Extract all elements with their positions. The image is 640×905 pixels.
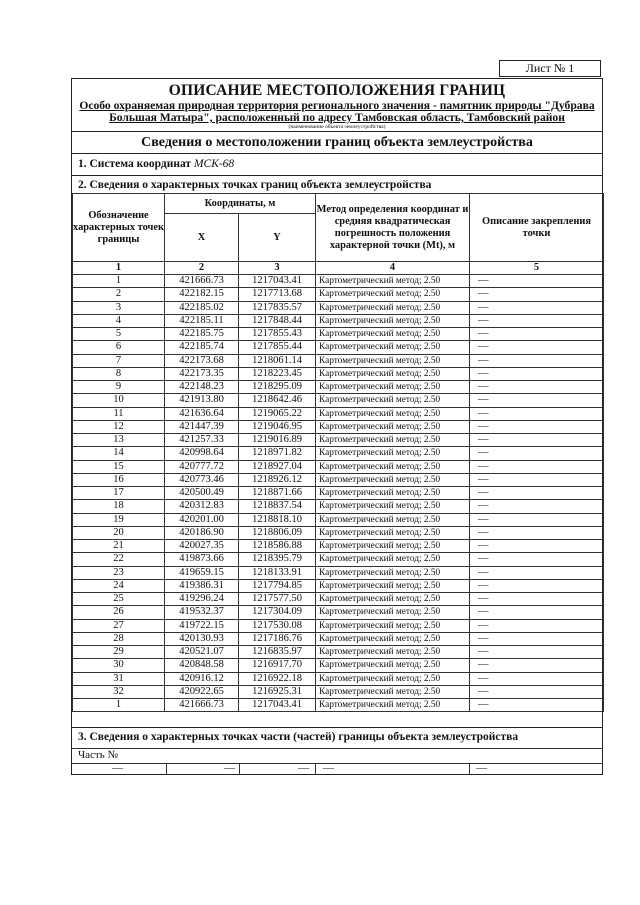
coord-y: 1218061.14 — [239, 354, 316, 367]
point-id: 1 — [73, 699, 165, 712]
coord-x: 419386.31 — [165, 579, 239, 592]
method: Картометрический метод; 2.50 — [316, 447, 470, 460]
coord-x: 420186.90 — [165, 526, 239, 539]
divider — [72, 748, 602, 749]
coord-y: 1218926.12 — [239, 473, 316, 486]
table-row — [73, 301, 604, 314]
coord-x: 420201.00 — [165, 513, 239, 526]
table-row — [73, 632, 604, 645]
coord-y: 1216925.31 — [239, 685, 316, 698]
method: Картометрический метод; 2.50 — [316, 275, 470, 288]
method: Картометрический метод; 2.50 — [316, 685, 470, 698]
method: Картометрический метод; 2.50 — [316, 314, 470, 327]
point-id: 31 — [73, 672, 165, 685]
coord-x: 420500.49 — [165, 487, 239, 500]
table-row — [73, 434, 604, 447]
table-row — [73, 473, 604, 486]
point-id: 13 — [73, 434, 165, 447]
fix-description: — — [470, 699, 604, 712]
coordinate-system — [78, 158, 234, 170]
divider — [469, 763, 470, 775]
table-row — [73, 420, 604, 433]
method: Картометрический метод; 2.50 — [316, 487, 470, 500]
point-id: 27 — [73, 619, 165, 632]
coord-y: 1218642.46 — [239, 394, 316, 407]
method: Картометрический метод; 2.50 — [316, 288, 470, 301]
table-row — [73, 394, 604, 407]
point-id: 32 — [73, 685, 165, 698]
coord-x: 421636.64 — [165, 407, 239, 420]
coord-x: 419722.15 — [165, 619, 239, 632]
col-header-y: Y — [239, 214, 316, 262]
table-row — [73, 275, 604, 288]
coord-x: 420312.83 — [165, 500, 239, 513]
point-id: 7 — [73, 354, 165, 367]
coord-x: 420998.64 — [165, 447, 239, 460]
method: Картометрический метод; 2.50 — [316, 579, 470, 592]
fix-description: — — [470, 301, 604, 314]
column-number: 3 — [239, 262, 316, 275]
object-description — [72, 100, 602, 124]
fix-description: — — [470, 288, 604, 301]
fix-description: — — [470, 685, 604, 698]
method: Картометрический метод; 2.50 — [316, 566, 470, 579]
point-id: 14 — [73, 447, 165, 460]
method: Картометрический метод; 2.50 — [316, 341, 470, 354]
coord-x: 420916.12 — [165, 672, 239, 685]
coord-x: 420027.35 — [165, 540, 239, 553]
point-id: 2 — [73, 288, 165, 301]
fix-description: — — [470, 646, 604, 659]
point-id: 12 — [73, 420, 165, 433]
table-row — [73, 699, 604, 712]
coord-x: 422173.35 — [165, 367, 239, 380]
fix-description: — — [470, 487, 604, 500]
coord-y: 1217855.44 — [239, 341, 316, 354]
part-cell-dash: — — [476, 762, 487, 774]
column-number: 2 — [165, 262, 239, 275]
point-id: 8 — [73, 367, 165, 380]
point-id: 24 — [73, 579, 165, 592]
point-id: 16 — [73, 473, 165, 486]
coord-y: 1217186.76 — [239, 632, 316, 645]
coord-x: 421666.73 — [165, 275, 239, 288]
coord-y: 1217713.68 — [239, 288, 316, 301]
coord-x: 421913.80 — [165, 394, 239, 407]
part-cell-dash: — — [112, 762, 123, 774]
coord-y: 1218806.09 — [239, 526, 316, 539]
table-row — [73, 553, 604, 566]
table-row — [73, 685, 604, 698]
point-id: 28 — [73, 632, 165, 645]
part-cell-dash: — — [298, 762, 309, 774]
fix-description: — — [470, 447, 604, 460]
table-row — [73, 579, 604, 592]
method: Картометрический метод; 2.50 — [316, 606, 470, 619]
fix-description: — — [470, 579, 604, 592]
point-id: 20 — [73, 526, 165, 539]
fix-description: — — [470, 275, 604, 288]
point-id: 5 — [73, 328, 165, 341]
method: Картометрический метод; 2.50 — [316, 699, 470, 712]
coord-y: 1217794.85 — [239, 579, 316, 592]
fix-description: — — [470, 540, 604, 553]
coord-x: 421257.33 — [165, 434, 239, 447]
table-row — [73, 381, 604, 394]
table-row — [73, 606, 604, 619]
table-row — [73, 659, 604, 672]
point-id: 17 — [73, 487, 165, 500]
table-row — [73, 367, 604, 380]
divider — [72, 131, 602, 132]
point-id: 29 — [73, 646, 165, 659]
table-row — [73, 328, 604, 341]
point-id: 30 — [73, 659, 165, 672]
fix-description: — — [470, 526, 604, 539]
method: Картометрический метод; 2.50 — [316, 646, 470, 659]
table-row — [73, 288, 604, 301]
col-header-fix: Описание закрепления точки — [470, 194, 604, 262]
fix-description: — — [470, 619, 604, 632]
fix-description: — — [470, 341, 604, 354]
coord-y: 1217304.09 — [239, 606, 316, 619]
point-id: 11 — [73, 407, 165, 420]
method: Картометрический метод; 2.50 — [316, 553, 470, 566]
coord-y: 1218837.54 — [239, 500, 316, 513]
col-header-x: X — [165, 214, 239, 262]
method: Картометрический метод; 2.50 — [316, 659, 470, 672]
fix-description: — — [470, 354, 604, 367]
method: Картометрический метод; 2.50 — [316, 513, 470, 526]
method: Картометрический метод; 2.50 — [316, 354, 470, 367]
coord-y: 1218223.45 — [239, 367, 316, 380]
coord-x: 420773.46 — [165, 473, 239, 486]
method: Картометрический метод; 2.50 — [316, 394, 470, 407]
coordinate-system-value: МСК-68 — [193, 158, 235, 170]
point-id: 25 — [73, 593, 165, 606]
coord-x: 419532.37 — [165, 606, 239, 619]
fix-description: — — [470, 473, 604, 486]
table-row — [73, 447, 604, 460]
point-id: 9 — [73, 381, 165, 394]
point-id: 21 — [73, 540, 165, 553]
col-header-point: Обозначение характерных точек границы — [73, 194, 165, 262]
coord-x: 422185.75 — [165, 328, 239, 341]
coord-y: 1216835.97 — [239, 646, 316, 659]
divider — [72, 175, 602, 176]
method: Картометрический метод; 2.50 — [316, 434, 470, 447]
coord-y: 1218295.09 — [239, 381, 316, 394]
fix-description: — — [470, 460, 604, 473]
part-cell-dash: — — [323, 762, 334, 774]
document-title: ОПИСАНИЕ МЕСТОПОЛОЖЕНИЯ ГРАНИЦ — [168, 82, 506, 99]
coord-y: 1219046.95 — [239, 420, 316, 433]
fix-description: — — [470, 367, 604, 380]
coord-y: 1217855.43 — [239, 328, 316, 341]
description-line-1: Особо охраняемая природная территория регионального значения - памятник природы "Дубрава — [79, 99, 595, 112]
coordinate-system-label: 1. Система координат — [78, 158, 192, 170]
coord-y: 1217043.41 — [239, 275, 316, 288]
divider — [72, 153, 602, 154]
coord-x: 422182.15 — [165, 288, 239, 301]
table-row — [73, 566, 604, 579]
column-number: 4 — [316, 262, 470, 275]
table-row — [73, 672, 604, 685]
point-id: 23 — [73, 566, 165, 579]
method: Картометрический метод; 2.50 — [316, 593, 470, 606]
method: Картометрический метод; 2.50 — [316, 381, 470, 394]
method: Картометрический метод; 2.50 — [316, 460, 470, 473]
method: Картометрический метод; 2.50 — [316, 328, 470, 341]
col-header-method: Метод определения координат и средняя квадратическая погрешность положения характерной точки (Mt), м — [316, 194, 470, 262]
table-row — [73, 619, 604, 632]
fix-description: — — [470, 566, 604, 579]
part-number-label: Часть № — [78, 749, 118, 761]
fix-description: — — [470, 632, 604, 645]
coord-x: 422173.68 — [165, 354, 239, 367]
coord-x: 420848.58 — [165, 659, 239, 672]
point-id: 18 — [73, 500, 165, 513]
table-row — [73, 407, 604, 420]
point-id: 26 — [73, 606, 165, 619]
fix-description: — — [470, 553, 604, 566]
coord-y: 1217835.57 — [239, 301, 316, 314]
section-2-title: 2. Сведения о характерных точках границ объекта землеустройства — [78, 179, 432, 191]
method: Картометрический метод; 2.50 — [316, 632, 470, 645]
points-table — [72, 193, 604, 712]
coord-y: 1218133.91 — [239, 566, 316, 579]
table-row — [73, 540, 604, 553]
coord-x: 422185.74 — [165, 341, 239, 354]
fix-description: — — [470, 500, 604, 513]
fix-description: — — [470, 394, 604, 407]
table-row — [73, 460, 604, 473]
method: Картометрический метод; 2.50 — [316, 672, 470, 685]
fix-description: — — [470, 672, 604, 685]
divider — [239, 763, 240, 775]
point-id: 22 — [73, 553, 165, 566]
table-row — [73, 593, 604, 606]
coord-y: 1218395.79 — [239, 553, 316, 566]
coord-x: 420130.93 — [165, 632, 239, 645]
divider — [315, 763, 316, 775]
col-header-coords: Координаты, м — [165, 194, 316, 214]
coord-x: 421447.39 — [165, 420, 239, 433]
divider — [72, 763, 602, 764]
column-number: 1 — [73, 262, 165, 275]
coord-y: 1217530.08 — [239, 619, 316, 632]
fix-description: — — [470, 314, 604, 327]
fix-description: — — [470, 381, 604, 394]
coord-y: 1218818.10 — [239, 513, 316, 526]
method: Картометрический метод; 2.50 — [316, 367, 470, 380]
fix-description: — — [470, 407, 604, 420]
fix-description: — — [470, 606, 604, 619]
section-3-title: 3. Сведения о характерных точках части (частей) границы объекта землеустройства — [78, 731, 519, 743]
coord-y: 1216922.18 — [239, 672, 316, 685]
coord-y: 1218871.66 — [239, 487, 316, 500]
coord-y: 1218586.88 — [239, 540, 316, 553]
coord-x: 419296.24 — [165, 593, 239, 606]
fix-description: — — [470, 434, 604, 447]
method: Картометрический метод; 2.50 — [316, 540, 470, 553]
document-frame — [71, 78, 603, 775]
coord-y: 1217043.41 — [239, 699, 316, 712]
table-row — [73, 526, 604, 539]
description-caption: (наименование объекта землеустройства) — [288, 124, 386, 130]
coord-x: 422148.23 — [165, 381, 239, 394]
coord-y: 1217577.50 — [239, 593, 316, 606]
part-cell-dash: — — [224, 762, 235, 774]
method: Картометрический метод; 2.50 — [316, 420, 470, 433]
table-row — [73, 500, 604, 513]
coord-x: 420922.65 — [165, 685, 239, 698]
method: Картометрический метод; 2.50 — [316, 619, 470, 632]
point-id: 1 — [73, 275, 165, 288]
table-row — [73, 487, 604, 500]
table-row — [73, 354, 604, 367]
coord-y: 1217848.44 — [239, 314, 316, 327]
table-row — [73, 341, 604, 354]
coord-y: 1218927.04 — [239, 460, 316, 473]
coord-y: 1218971.82 — [239, 447, 316, 460]
fix-description: — — [470, 513, 604, 526]
coord-y: 1216917.70 — [239, 659, 316, 672]
coord-x: 422185.11 — [165, 314, 239, 327]
method: Картометрический метод; 2.50 — [316, 407, 470, 420]
table-row — [73, 646, 604, 659]
point-id: 4 — [73, 314, 165, 327]
point-id: 19 — [73, 513, 165, 526]
divider — [72, 727, 602, 728]
column-number: 5 — [470, 262, 604, 275]
coord-x: 419873.66 — [165, 553, 239, 566]
section-header: Сведения о местоположении границ объекта землеустройства — [141, 135, 533, 150]
sheet-number-label: Лист № 1 — [499, 60, 601, 77]
fix-description: — — [470, 420, 604, 433]
column-number-row — [73, 262, 604, 275]
point-id: 6 — [73, 341, 165, 354]
fix-description: — — [470, 328, 604, 341]
coord-x: 421666.73 — [165, 699, 239, 712]
method: Картометрический метод; 2.50 — [316, 500, 470, 513]
point-id: 10 — [73, 394, 165, 407]
method: Картометрический метод; 2.50 — [316, 301, 470, 314]
description-line-2: Большая Матыра", расположенный по адресу Тамбовская область, Тамбовский район — [109, 111, 565, 124]
coord-x: 420521.07 — [165, 646, 239, 659]
table-row — [73, 314, 604, 327]
method: Картометрический метод; 2.50 — [316, 526, 470, 539]
coord-x: 420777.72 — [165, 460, 239, 473]
divider — [166, 763, 167, 775]
fix-description: — — [470, 659, 604, 672]
coord-x: 419659.15 — [165, 566, 239, 579]
coord-y: 1219065.22 — [239, 407, 316, 420]
point-id: 15 — [73, 460, 165, 473]
table-row — [73, 513, 604, 526]
method: Картометрический метод; 2.50 — [316, 473, 470, 486]
point-id: 3 — [73, 301, 165, 314]
fix-description: — — [470, 593, 604, 606]
coord-x: 422185.02 — [165, 301, 239, 314]
coord-y: 1219016.89 — [239, 434, 316, 447]
